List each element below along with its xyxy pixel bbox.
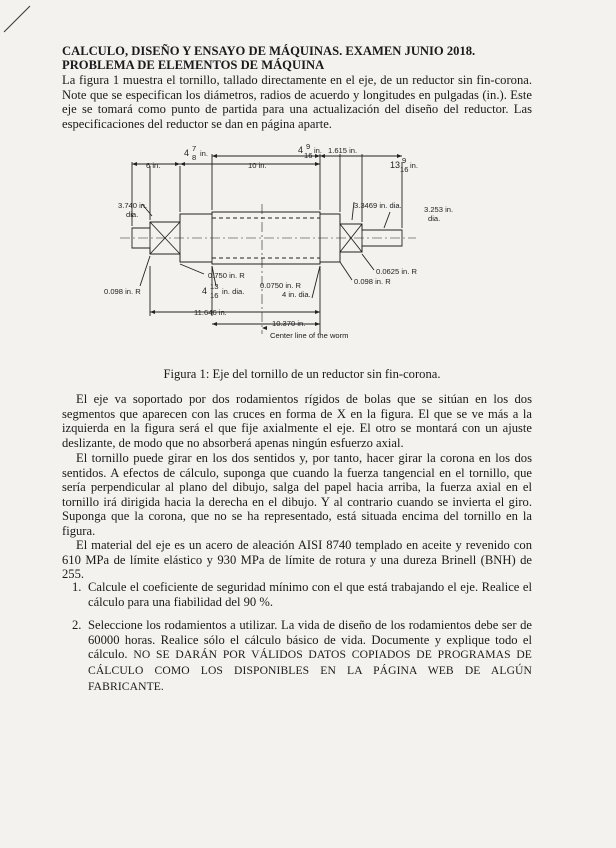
question-list (62, 580, 532, 703)
intro-paragraph: La figura 1 muestra el tornillo, tallado directamente en el eje, de un reductor sin fin-corona. Note que se especifican los diámetros, radios de acuerdo y longitudes en pulgadas (in.). Este eje se tomará como punto de partida para una actualización del diseño del reductor. Las especificaciones del reductor se dan en página aparte. (62, 73, 532, 131)
question-1-number: 1. (72, 580, 82, 594)
label-4-9-16-den: 16 (304, 151, 313, 160)
label-dia-3740: 3.740 in. (118, 201, 148, 210)
label-dia-3253-b: dia. (428, 214, 441, 223)
label-dia-4-13-16-den: 16 (210, 291, 219, 300)
label-4-9-16-whole: 4 (298, 145, 304, 155)
label-r-0750: 0.750 in. R (208, 271, 245, 280)
label-r-0098-right: 0.098 in. R (354, 277, 391, 286)
label-dia-4-13-16-num: 13 (210, 282, 219, 291)
label-dia-3253: 3.253 in. (424, 205, 454, 214)
label-dia-4-13-16-whole: 4 (202, 286, 208, 296)
label-13-9-16-den: 16 (400, 165, 409, 174)
worm-shaft-figure (104, 142, 472, 346)
label-13-9-16-whole: 13 (390, 160, 401, 170)
paragraph-material: El material del eje es un acero de aleación AISI 8740 templado en aceite y revenido con 610 MPa de límite elástico y 930 MPa de límite de rotura y una dureza Brinell (BNH) de 255. (62, 538, 532, 582)
label-4-7-8-whole: 4 (184, 148, 190, 158)
figure-caption: Figura 1: Eje del tornillo de un reductor sin fin-corona. (163, 367, 441, 381)
label-11646in: 11.646 in. (194, 308, 227, 317)
question-1 (62, 580, 532, 609)
label-13-9-16-unit: in. (410, 161, 419, 170)
question-2-text: Seleccione los rodamientos a utilizar. La vida de diseño de los rodamientos debe ser de 60000 horas. Realice sólo el cálculo básico de vida. Documente y explique todo el cálculo. (88, 618, 532, 662)
label-r-00750: 0.0750 in. R (260, 281, 301, 290)
question-2-number: 2. (72, 618, 82, 633)
label-1615in: 1.615 in. (328, 146, 358, 155)
question-2-note: NO SE DARÁN POR VÁLIDOS DATOS COPIADOS DE PROGRAMAS DE CÁLCULO COMO LOS DISPONIBLES EN LA PÁGINA WEB DE ALGÚN FABRICANTE. (88, 648, 532, 693)
question-2 (62, 618, 532, 694)
label-r-0098-left: 0.098 in. R (104, 287, 141, 296)
question-1-text: Calcule el coeficiente de seguridad mínimo con el que está trabajando el eje. Realice el cálculo para una fiabilidad del 90 %. (88, 580, 532, 609)
label-10370in: 10.370 in. (272, 319, 306, 328)
label-6in: 6 in. (146, 161, 161, 170)
label-4-7-8-unit: in. (200, 149, 209, 158)
paragraph-rotation: El tornillo puede girar en los dos sentidos y, por tanto, hacer girar la corona en los dos sentidos. A efectos de cálculo, suponga que cuando la fuerza tangencial en el tornillo, que sería perpendicular al plano del dibujo, salga del papel hacia arriba, la fuerza axial en el tornillo irá dirigida hacia la derecha en el dibujo. Y al contrario cuando se invierta el giro. Suponga que la corona, que no se ha representado, está situada encima del tornillo en la figura. (62, 451, 532, 538)
label-center-line: Center line of the worm (270, 331, 349, 340)
paragraph-bearings: El eje va soportado por dos rodamientos rígidos de bolas que se sitúan en los dos segmentos que aparecen con las cruces en forma de X en la figura. El que se ve más a la izquierda en la figura será el que fije axialmente el eje. El otro se montará con un ajuste deslizante, de modo que no absorberá apenas ningún esfuerzo axial. (62, 392, 532, 450)
label-dia-4: 4 in. dia. (282, 290, 311, 299)
label-4-7-8-num: 7 (192, 144, 197, 153)
label-4-7-8-den: 8 (192, 153, 197, 162)
label-4-9-16-unit: in. (314, 146, 323, 155)
label-dia-4-13-16-unit: in. dia. (222, 287, 245, 296)
label-dia-3740-b: dia. (126, 210, 139, 219)
label-4-9-16-num: 9 (306, 142, 311, 151)
exam-title: CALCULO, DISEÑO Y ENSAYO DE MÁQUINAS. EXAMEN JUNIO 2018. PROBLEMA DE ELEMENTOS DE MÁQUINA (62, 44, 476, 72)
label-r-00625: 0.0625 in. R (376, 267, 417, 276)
label-dia-33469: 3.3469 in. dia. (354, 201, 402, 210)
label-13-9-16-num: 9 (402, 156, 407, 165)
label-10in: 10 in. (248, 161, 267, 170)
pen-mark (0, 0, 40, 40)
